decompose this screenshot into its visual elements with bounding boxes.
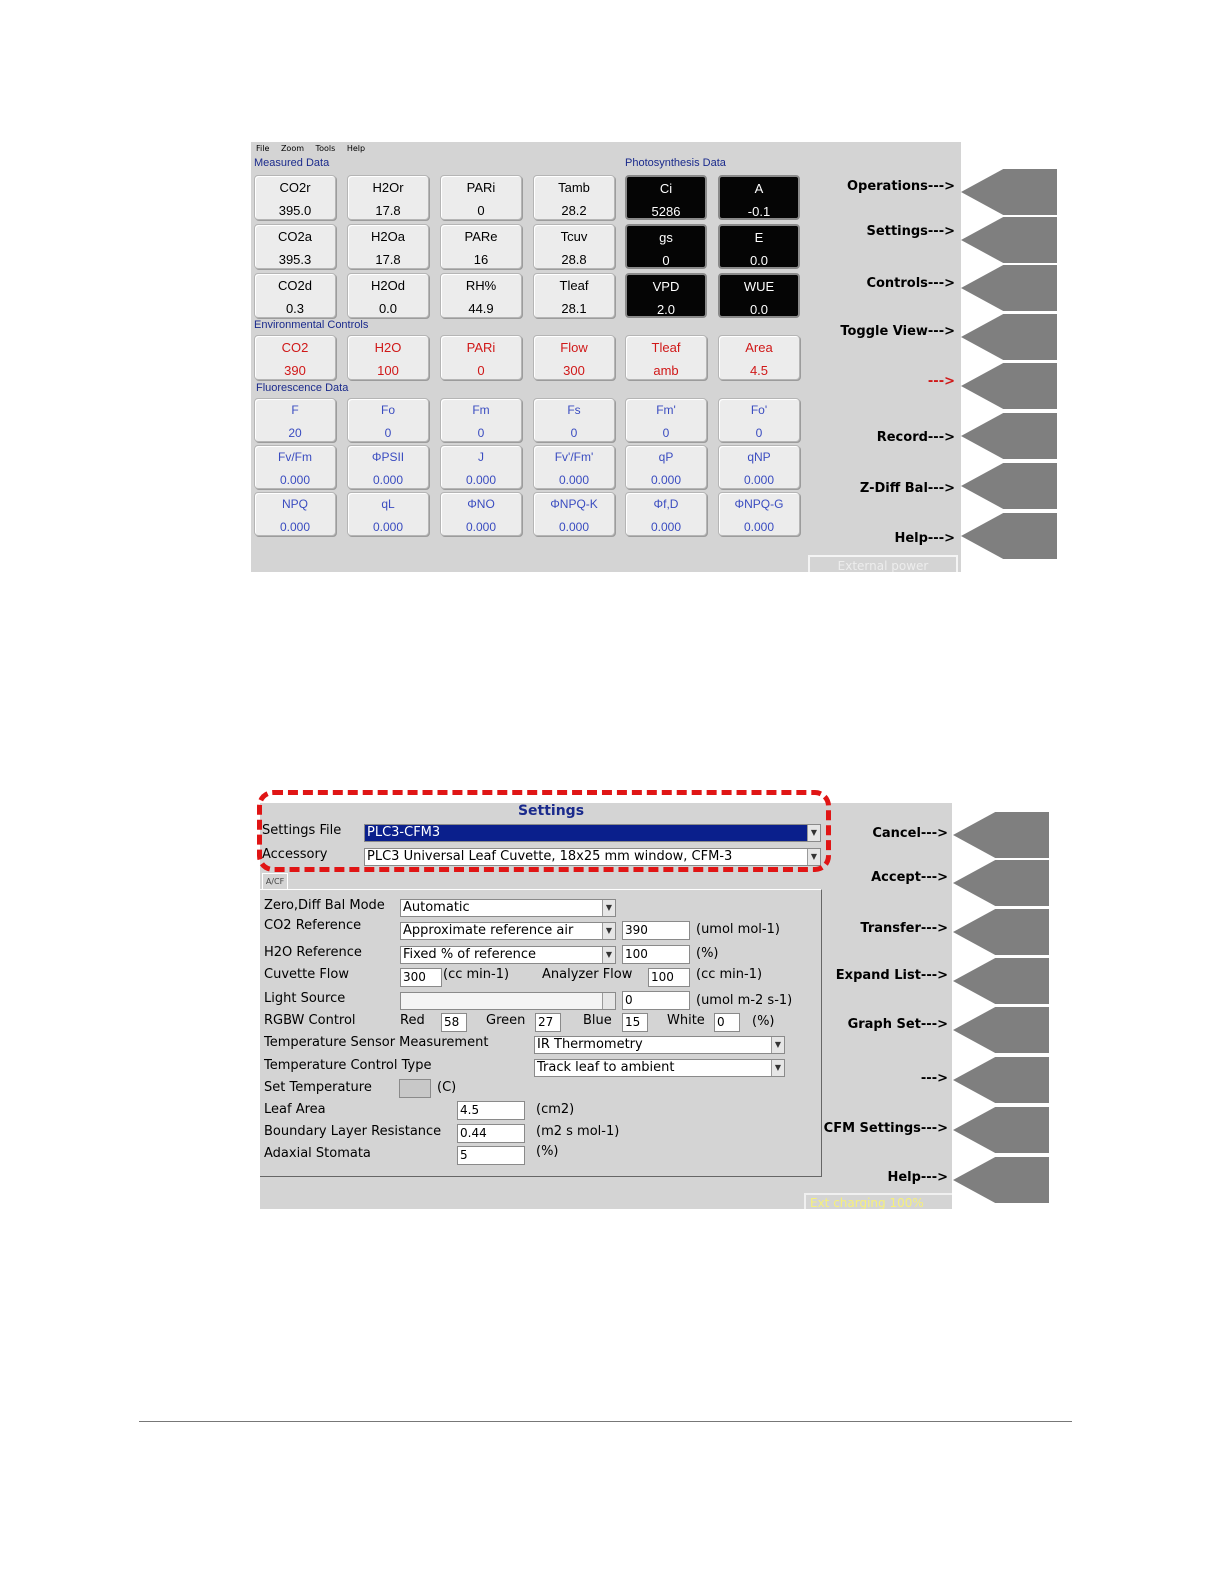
control-pari[interactable]: PARi 0 <box>440 335 522 380</box>
tile-pari: PARi 0 <box>440 175 522 220</box>
boundary-layer-input[interactable]: 0.44 <box>457 1124 525 1143</box>
softkey-settings-button[interactable] <box>961 217 1057 263</box>
tile-gs: gs 0 <box>625 224 707 269</box>
green-input[interactable]: 27 <box>535 1013 561 1032</box>
tab-acf[interactable]: A/CF <box>262 873 288 889</box>
settings-title: Settings <box>517 803 585 819</box>
boundary-layer-label: Boundary Layer Resistance <box>264 1124 442 1139</box>
tile-phi-npq-k: ΦNPQ-K 0.000 <box>533 492 615 536</box>
menu-help[interactable]: Help <box>346 144 366 153</box>
zero-diff-bal-label: Zero,Diff Bal Mode <box>264 898 385 913</box>
temp-sensor-value: IR Thermometry <box>537 1037 643 1052</box>
tile-j: J 0.000 <box>440 445 522 489</box>
tile-vpd: VPD 2.0 <box>625 273 707 318</box>
tile-fm: Fm 0 <box>440 398 522 442</box>
cuvette-flow-label: Cuvette Flow <box>264 967 350 982</box>
control-area[interactable]: Area 4.5 <box>718 335 800 380</box>
softkey-label-accept: Accept---> <box>871 870 948 885</box>
light-par-input[interactable]: 0 <box>622 991 690 1010</box>
co2-reference-select[interactable] <box>400 922 616 940</box>
softkey-label-toggle-view: Toggle View---> <box>840 324 955 339</box>
tile-tamb: Tamb 28.2 <box>533 175 615 220</box>
softkey-label-settings: Settings---> <box>866 224 955 239</box>
adaxial-stomata-input[interactable]: 5 <box>457 1146 525 1165</box>
blue-label: Blue <box>583 1013 612 1028</box>
fluorescence-data-heading: Fluorescence Data <box>256 382 349 394</box>
temp-sensor-label: Temperature Sensor Measurement <box>264 1035 489 1050</box>
softkey-graph-set-button[interactable] <box>953 1007 1049 1053</box>
footer-divider <box>139 1421 1072 1422</box>
tile-npq: NPQ 0.000 <box>254 492 336 536</box>
tile-co2d: CO2d 0.3 <box>254 273 336 318</box>
h2o-reference-select[interactable] <box>400 946 616 964</box>
softkey-help-button[interactable] <box>961 513 1057 559</box>
blue-input[interactable]: 15 <box>622 1013 648 1032</box>
softkey-label-cfm-settings: CFM Settings---> <box>823 1121 948 1136</box>
set-temperature-unit: (C) <box>437 1080 457 1095</box>
chevron-down-icon[interactable] <box>602 993 615 1009</box>
softkey-transfer-button[interactable] <box>953 909 1049 955</box>
analyzer-flow-unit: (cc min-1) <box>696 967 763 982</box>
tile-h2or: H2Or 17.8 <box>347 175 429 220</box>
chevron-down-icon[interactable]: ▼ <box>807 825 820 841</box>
light-source-select[interactable] <box>400 992 616 1010</box>
softkey-expand-list-button[interactable] <box>953 958 1049 1004</box>
co2-reference-unit: (umol mol-1) <box>696 922 780 937</box>
leaf-area-label: Leaf Area <box>264 1102 326 1117</box>
tile-phi-no: ΦNO 0.000 <box>440 492 522 536</box>
tile-fo: Fo 0 <box>347 398 429 442</box>
set-temperature-label: Set Temperature <box>264 1080 372 1095</box>
temp-control-select[interactable] <box>534 1059 785 1077</box>
h2o-reference-mode: Fixed % of reference <box>403 947 537 962</box>
tile-fm-prime: Fm' 0 <box>625 398 707 442</box>
softkey-label-operations: Operations---> <box>846 179 955 194</box>
softkey-label-expand-list: Expand List---> <box>835 968 948 983</box>
temp-control-label: Temperature Control Type <box>264 1058 432 1073</box>
softkey-label-z-diff-bal: Z-Diff Bal---> <box>859 481 955 496</box>
menu-zoom[interactable]: Zoom <box>280 144 304 153</box>
rgbw-unit: (%) <box>752 1014 775 1029</box>
leaf-area-unit: (cm2) <box>536 1102 575 1117</box>
co2-reference-mode: Approximate reference air <box>403 923 574 938</box>
tile-fo-prime: Fo' 0 <box>718 398 800 442</box>
tile-fv-fm-prime: Fv'/Fm' 0.000 <box>533 445 615 489</box>
tile-phi-fd: Φf,D 0.000 <box>625 492 707 536</box>
temp-control-value: Track leaf to ambient <box>537 1060 675 1075</box>
h2o-reference-input[interactable]: 100 <box>622 945 690 964</box>
softkey-label-record: Record---> <box>876 430 955 445</box>
zero-diff-bal-select[interactable] <box>400 899 616 917</box>
charging-status: Ext charging 100% <box>804 1193 952 1209</box>
tile-h2od: H2Od 0.0 <box>347 273 429 318</box>
control-co2[interactable]: CO2 390 <box>254 335 336 380</box>
tile-ci: Ci 5286 <box>625 175 707 220</box>
highlight-callout <box>257 790 831 872</box>
softkey-operations-button[interactable] <box>961 169 1057 215</box>
tile-ql: qL 0.000 <box>347 492 429 536</box>
rgbw-control-label: RGBW Control <box>264 1013 356 1028</box>
tile-f: F 20 <box>254 398 336 442</box>
tile-a: A -0.1 <box>718 175 800 220</box>
softkey-blank-button[interactable] <box>953 1057 1049 1103</box>
zero-diff-bal-value: Automatic <box>403 900 470 915</box>
softkey-label-cancel: Cancel---> <box>872 826 948 841</box>
adaxial-stomata-label: Adaxial Stomata <box>264 1146 371 1161</box>
softkey-toggle-view-button[interactable] <box>961 314 1057 360</box>
control-flow[interactable]: Flow 300 <box>533 335 615 380</box>
tile-h2oa: H2Oa 17.8 <box>347 224 429 269</box>
red-label: Red <box>400 1013 425 1028</box>
menu-tools[interactable]: Tools <box>315 144 336 153</box>
analyzer-flow-input[interactable]: 100 <box>648 968 690 987</box>
softkey-label-blank: ---> <box>920 1071 948 1086</box>
analyzer-flow-label: Analyzer Flow <box>542 967 633 982</box>
light-source-unit: (umol m-2 s-1) <box>696 993 793 1008</box>
softkey-help-button[interactable] <box>953 1157 1049 1203</box>
chevron-down-icon[interactable]: ▼ <box>771 1037 784 1053</box>
settings-file-label: Settings File <box>262 823 342 838</box>
softkey-cancel-button[interactable] <box>953 812 1049 858</box>
accessory-value: PLC3 Universal Leaf Cuvette, 18x25 mm window, CFM-3 <box>367 849 733 864</box>
cuvette-flow-unit: (cc min-1) <box>443 967 510 982</box>
tile-rh: RH% 44.9 <box>440 273 522 318</box>
softkey-label-controls: Controls---> <box>866 276 955 291</box>
tab-strip <box>288 873 822 890</box>
menu-bar <box>251 142 961 155</box>
h2o-reference-label: H2O Reference <box>264 945 362 960</box>
environmental-controls-heading: Environmental Controls <box>254 319 369 331</box>
accessory-label: Accessory <box>262 847 328 862</box>
menu-file[interactable]: File <box>256 144 270 153</box>
light-source-label: Light Source <box>264 991 346 1006</box>
softkey-accept-button[interactable] <box>953 860 1049 906</box>
control-h2o[interactable]: H2O 100 <box>347 335 429 380</box>
chevron-down-icon[interactable]: ▼ <box>771 1060 784 1076</box>
control-tleaf[interactable]: Tleaf amb <box>625 335 707 380</box>
softkey-label-blank: ---> <box>927 374 955 389</box>
softkey-controls-button[interactable] <box>961 265 1057 311</box>
chevron-down-icon[interactable]: ▼ <box>602 900 615 916</box>
white-label: White <box>667 1013 705 1028</box>
tile-fv-fm: Fv/Fm 0.000 <box>254 445 336 489</box>
cuvette-flow-input[interactable]: 300 <box>400 968 442 987</box>
softkey-label-help: Help---> <box>894 531 955 546</box>
settings-file-value: PLC3-CFM3 <box>367 825 441 840</box>
main-data-screen <box>251 142 961 572</box>
softkey-label-transfer: Transfer---> <box>860 921 948 936</box>
tile-e: E 0.0 <box>718 224 800 269</box>
softkey-label-help: Help---> <box>887 1170 948 1185</box>
leaf-area-input[interactable]: 4.5 <box>457 1101 525 1120</box>
white-input[interactable]: 0 <box>714 1013 740 1032</box>
tile-phi-npq-g: ΦNPQ-G 0.000 <box>718 492 800 536</box>
co2-reference-input[interactable]: 390 <box>622 921 690 940</box>
softkey-blank-button[interactable] <box>961 363 1057 409</box>
temp-sensor-select[interactable] <box>534 1036 785 1054</box>
tile-co2a: CO2a 395.3 <box>254 224 336 269</box>
adaxial-stomata-unit: (%) <box>536 1144 559 1159</box>
tile-fs: Fs 0 <box>533 398 615 442</box>
set-temperature-input[interactable] <box>399 1079 431 1098</box>
softkey-label-graph-set: Graph Set---> <box>847 1017 948 1032</box>
chevron-down-icon[interactable]: ▼ <box>807 849 820 865</box>
chevron-down-icon[interactable]: ▼ <box>602 923 615 939</box>
red-input[interactable]: 58 <box>441 1013 467 1032</box>
boundary-layer-unit: (m2 s mol-1) <box>536 1124 620 1139</box>
tile-pare: PARe 16 <box>440 224 522 269</box>
chevron-down-icon[interactable]: ▼ <box>602 947 615 963</box>
softkey-record-button[interactable] <box>961 413 1057 459</box>
power-status: External power <box>808 555 958 572</box>
tile-co2r: CO2r 395.0 <box>254 175 336 220</box>
tile-qp: qP 0.000 <box>625 445 707 489</box>
tile-phi-psii: ΦPSII 0.000 <box>347 445 429 489</box>
measured-data-heading: Measured Data <box>254 157 330 169</box>
tile-tcuv: Tcuv 28.8 <box>533 224 615 269</box>
green-label: Green <box>486 1013 526 1028</box>
h2o-reference-unit: (%) <box>696 946 719 961</box>
tile-wue: WUE 0.0 <box>718 273 800 318</box>
softkey-cfm-settings-button[interactable] <box>953 1107 1049 1153</box>
tile-tleaf: Tleaf 28.1 <box>533 273 615 318</box>
photosynthesis-data-heading: Photosynthesis Data <box>625 157 726 169</box>
tile-qnp: qNP 0.000 <box>718 445 800 489</box>
co2-reference-label: CO2 Reference <box>264 918 362 933</box>
softkey-z-diff-bal-button[interactable] <box>961 463 1057 509</box>
